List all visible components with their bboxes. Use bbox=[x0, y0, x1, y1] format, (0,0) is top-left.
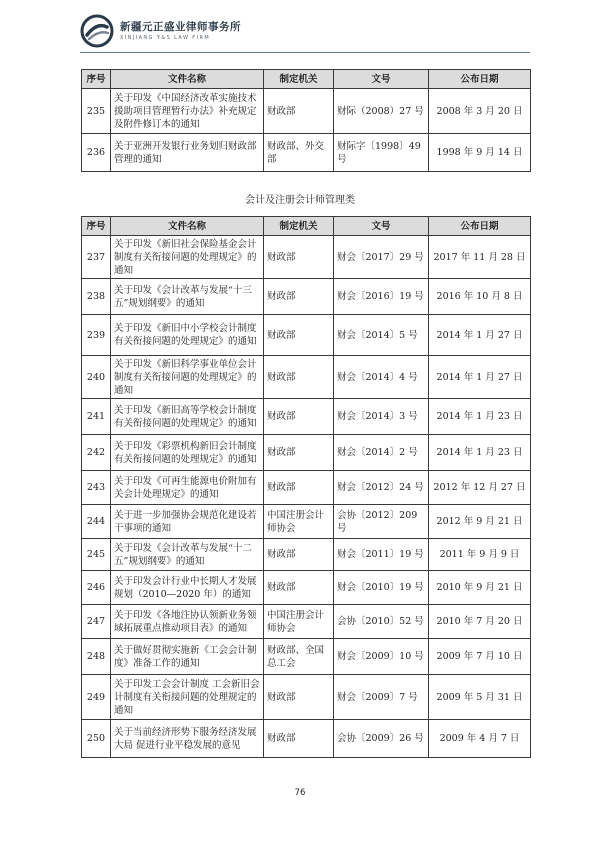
document-name: 关于印发工会会计制度 工会新旧会计制度有关衔接问题的处理规定的通知 bbox=[111, 675, 264, 720]
document-name: 关于当前经济形势下服务经济发展大局 促进行业平稳发展的意见 bbox=[111, 720, 264, 758]
col-header-docno: 文号 bbox=[334, 70, 429, 89]
document-name: 关于印发《新旧高等学校会计制度有关衔接问题的处理规定》的通知 bbox=[111, 399, 264, 435]
row-number: 248 bbox=[82, 639, 111, 675]
publish-date: 2014 年 1 月 27 日 bbox=[429, 315, 531, 356]
document-number: 财会〔2012〕24 号 bbox=[334, 471, 429, 505]
document-number: 财会〔2017〕29 号 bbox=[334, 236, 429, 279]
publish-date: 2014 年 1 月 27 日 bbox=[429, 356, 531, 399]
table-row bbox=[82, 435, 531, 471]
table-row bbox=[82, 356, 531, 399]
col-header-org: 制定机关 bbox=[264, 217, 334, 236]
publish-date: 2012 年 9 月 21 日 bbox=[429, 505, 531, 539]
row-number: 243 bbox=[82, 471, 111, 505]
col-header-date: 公布日期 bbox=[429, 70, 531, 89]
row-number: 249 bbox=[82, 675, 111, 720]
col-header-date: 公布日期 bbox=[429, 217, 531, 236]
document-name: 关于印发《彩票机构新旧会计制度有关衔接问题的处理规定》的通知 bbox=[111, 435, 264, 471]
table-row bbox=[82, 675, 531, 720]
col-header-docno: 文号 bbox=[334, 217, 429, 236]
issuing-authority: 财政部、外交部 bbox=[264, 134, 334, 172]
row-number: 240 bbox=[82, 356, 111, 399]
document-name: 关于印发《新旧科学事业单位会计制度有关衔接问题的处理规定》的通知 bbox=[111, 356, 264, 399]
table-header-row bbox=[82, 217, 531, 236]
table-row bbox=[82, 471, 531, 505]
issuing-authority: 财政部、全国总工会 bbox=[264, 639, 334, 675]
row-number: 241 bbox=[82, 399, 111, 435]
row-number: 247 bbox=[82, 605, 111, 639]
row-number: 250 bbox=[82, 720, 111, 758]
document-number: 财际（2008）27 号 bbox=[334, 89, 429, 134]
document-name: 关于印发《新旧中小学校会计制度有关衔接问题的处理规定》的通知 bbox=[111, 315, 264, 356]
page-number: 76 bbox=[294, 788, 306, 798]
document-name: 关于印发《各地注协认领新业务领域拓展重点推动项目表》的通知 bbox=[111, 605, 264, 639]
row-number: 246 bbox=[82, 571, 111, 605]
issuing-authority: 财政部 bbox=[264, 720, 334, 758]
issuing-authority: 财政部 bbox=[264, 675, 334, 720]
table-row bbox=[82, 89, 531, 134]
issuing-authority: 财政部 bbox=[264, 279, 334, 315]
firm-name-en: XINJIANG Y&S LAW FIRM bbox=[120, 35, 211, 41]
publish-date: 2010 年 9 月 21 日 bbox=[429, 571, 531, 605]
document-name: 关于印发《新旧社会保险基金会计制度有关衔接问题的处理规定》的通知 bbox=[111, 236, 264, 279]
document-number: 财会〔2016〕19 号 bbox=[334, 279, 429, 315]
publish-date: 2011 年 9 月 9 日 bbox=[429, 539, 531, 571]
col-header-org: 制定机关 bbox=[264, 70, 334, 89]
document-name: 关于印发《会计改革与发展“十三五”规划纲要》的通知 bbox=[111, 279, 264, 315]
table-row bbox=[82, 399, 531, 435]
table-row bbox=[82, 505, 531, 539]
row-number: 239 bbox=[82, 315, 111, 356]
table-row bbox=[82, 605, 531, 639]
document-number: 会协〔2010〕52 号 bbox=[334, 605, 429, 639]
col-header-name: 文件名称 bbox=[111, 70, 264, 89]
regulation-table-2 bbox=[81, 216, 531, 758]
table-row bbox=[82, 315, 531, 356]
table-row bbox=[82, 279, 531, 315]
section-title: 会计及注册会计师管理类 bbox=[245, 195, 355, 206]
publish-date: 2008 年 3 月 20 日 bbox=[429, 89, 531, 134]
document-number: 财会〔2009〕10 号 bbox=[334, 639, 429, 675]
document-number: 财际字〔1998〕49 号 bbox=[334, 134, 429, 172]
page-header bbox=[80, 14, 520, 54]
document-number: 会协〔2009〕26 号 bbox=[334, 720, 429, 758]
issuing-authority: 中国注册会计师协会 bbox=[264, 605, 334, 639]
table-row bbox=[82, 134, 531, 172]
publish-date: 2009 年 7 月 10 日 bbox=[429, 639, 531, 675]
document-number: 财会〔2014〕4 号 bbox=[334, 356, 429, 399]
document-number: 财会〔2009〕7 号 bbox=[334, 675, 429, 720]
row-number: 245 bbox=[82, 539, 111, 571]
publish-date: 2016 年 10 月 8 日 bbox=[429, 279, 531, 315]
document-number: 财会〔2014〕5 号 bbox=[334, 315, 429, 356]
document-number: 财会〔2010〕19 号 bbox=[334, 571, 429, 605]
document-name: 关于印发会计行业中长期人才发展规划（2010—2020 年）的通知 bbox=[111, 571, 264, 605]
header-divider bbox=[80, 52, 530, 53]
document-name: 关于印发《中国经济改革实施技术援助项目管理暂行办法》补充规定及附件修订本的通知 bbox=[111, 89, 264, 134]
document-name: 关于印发《可再生能源电价附加有关会计处理规定》的通知 bbox=[111, 471, 264, 505]
publish-date: 2014 年 1 月 23 日 bbox=[429, 399, 531, 435]
issuing-authority: 财政部 bbox=[264, 471, 334, 505]
row-number: 244 bbox=[82, 505, 111, 539]
firm-logo-icon bbox=[80, 14, 114, 48]
table-row bbox=[82, 571, 531, 605]
row-number: 238 bbox=[82, 279, 111, 315]
col-header-no: 序号 bbox=[82, 70, 111, 89]
publish-date: 1998 年 9 月 14 日 bbox=[429, 134, 531, 172]
publish-date: 2017 年 11 月 28 日 bbox=[429, 236, 531, 279]
document-number: 财会〔2014〕3 号 bbox=[334, 399, 429, 435]
publish-date: 2012 年 12 月 27 日 bbox=[429, 471, 531, 505]
document-name: 关于印发《会计改革与发展“十二五”规划纲要》的通知 bbox=[111, 539, 264, 571]
row-number: 242 bbox=[82, 435, 111, 471]
table-row bbox=[82, 639, 531, 675]
issuing-authority: 财政部 bbox=[264, 315, 334, 356]
document-name: 关于做好贯彻实施新《工会会计制度》准备工作的通知 bbox=[111, 639, 264, 675]
issuing-authority: 中国注册会计师协会 bbox=[264, 505, 334, 539]
table-header-row bbox=[82, 70, 531, 89]
regulation-table-1 bbox=[81, 69, 531, 172]
issuing-authority: 财政部 bbox=[264, 571, 334, 605]
publish-date: 2009 年 4 月 7 日 bbox=[429, 720, 531, 758]
issuing-authority: 财政部 bbox=[264, 89, 334, 134]
document-number: 财会〔2014〕2 号 bbox=[334, 435, 429, 471]
table-row bbox=[82, 720, 531, 758]
publish-date: 2014 年 1 月 23 日 bbox=[429, 435, 531, 471]
table-row bbox=[82, 539, 531, 571]
issuing-authority: 财政部 bbox=[264, 539, 334, 571]
publish-date: 2009 年 5 月 31 日 bbox=[429, 675, 531, 720]
row-number: 236 bbox=[82, 134, 111, 172]
row-number: 235 bbox=[82, 89, 111, 134]
col-header-no: 序号 bbox=[82, 217, 111, 236]
issuing-authority: 财政部 bbox=[264, 356, 334, 399]
publish-date: 2010 年 7 月 20 日 bbox=[429, 605, 531, 639]
firm-name-cn: 新疆元正盛业律师事务所 bbox=[120, 21, 241, 33]
col-header-name: 文件名称 bbox=[111, 217, 264, 236]
issuing-authority: 财政部 bbox=[264, 236, 334, 279]
issuing-authority: 财政部 bbox=[264, 399, 334, 435]
document-name: 关于亚洲开发银行业务划归财政部管理的通知 bbox=[111, 134, 264, 172]
document-number: 会协〔2012〕209 号 bbox=[334, 505, 429, 539]
table-row bbox=[82, 236, 531, 279]
row-number: 237 bbox=[82, 236, 111, 279]
document-number: 财会〔2011〕19 号 bbox=[334, 539, 429, 571]
issuing-authority: 财政部 bbox=[264, 435, 334, 471]
document-name: 关于进一步加强协会规范化建设若干事项的通知 bbox=[111, 505, 264, 539]
